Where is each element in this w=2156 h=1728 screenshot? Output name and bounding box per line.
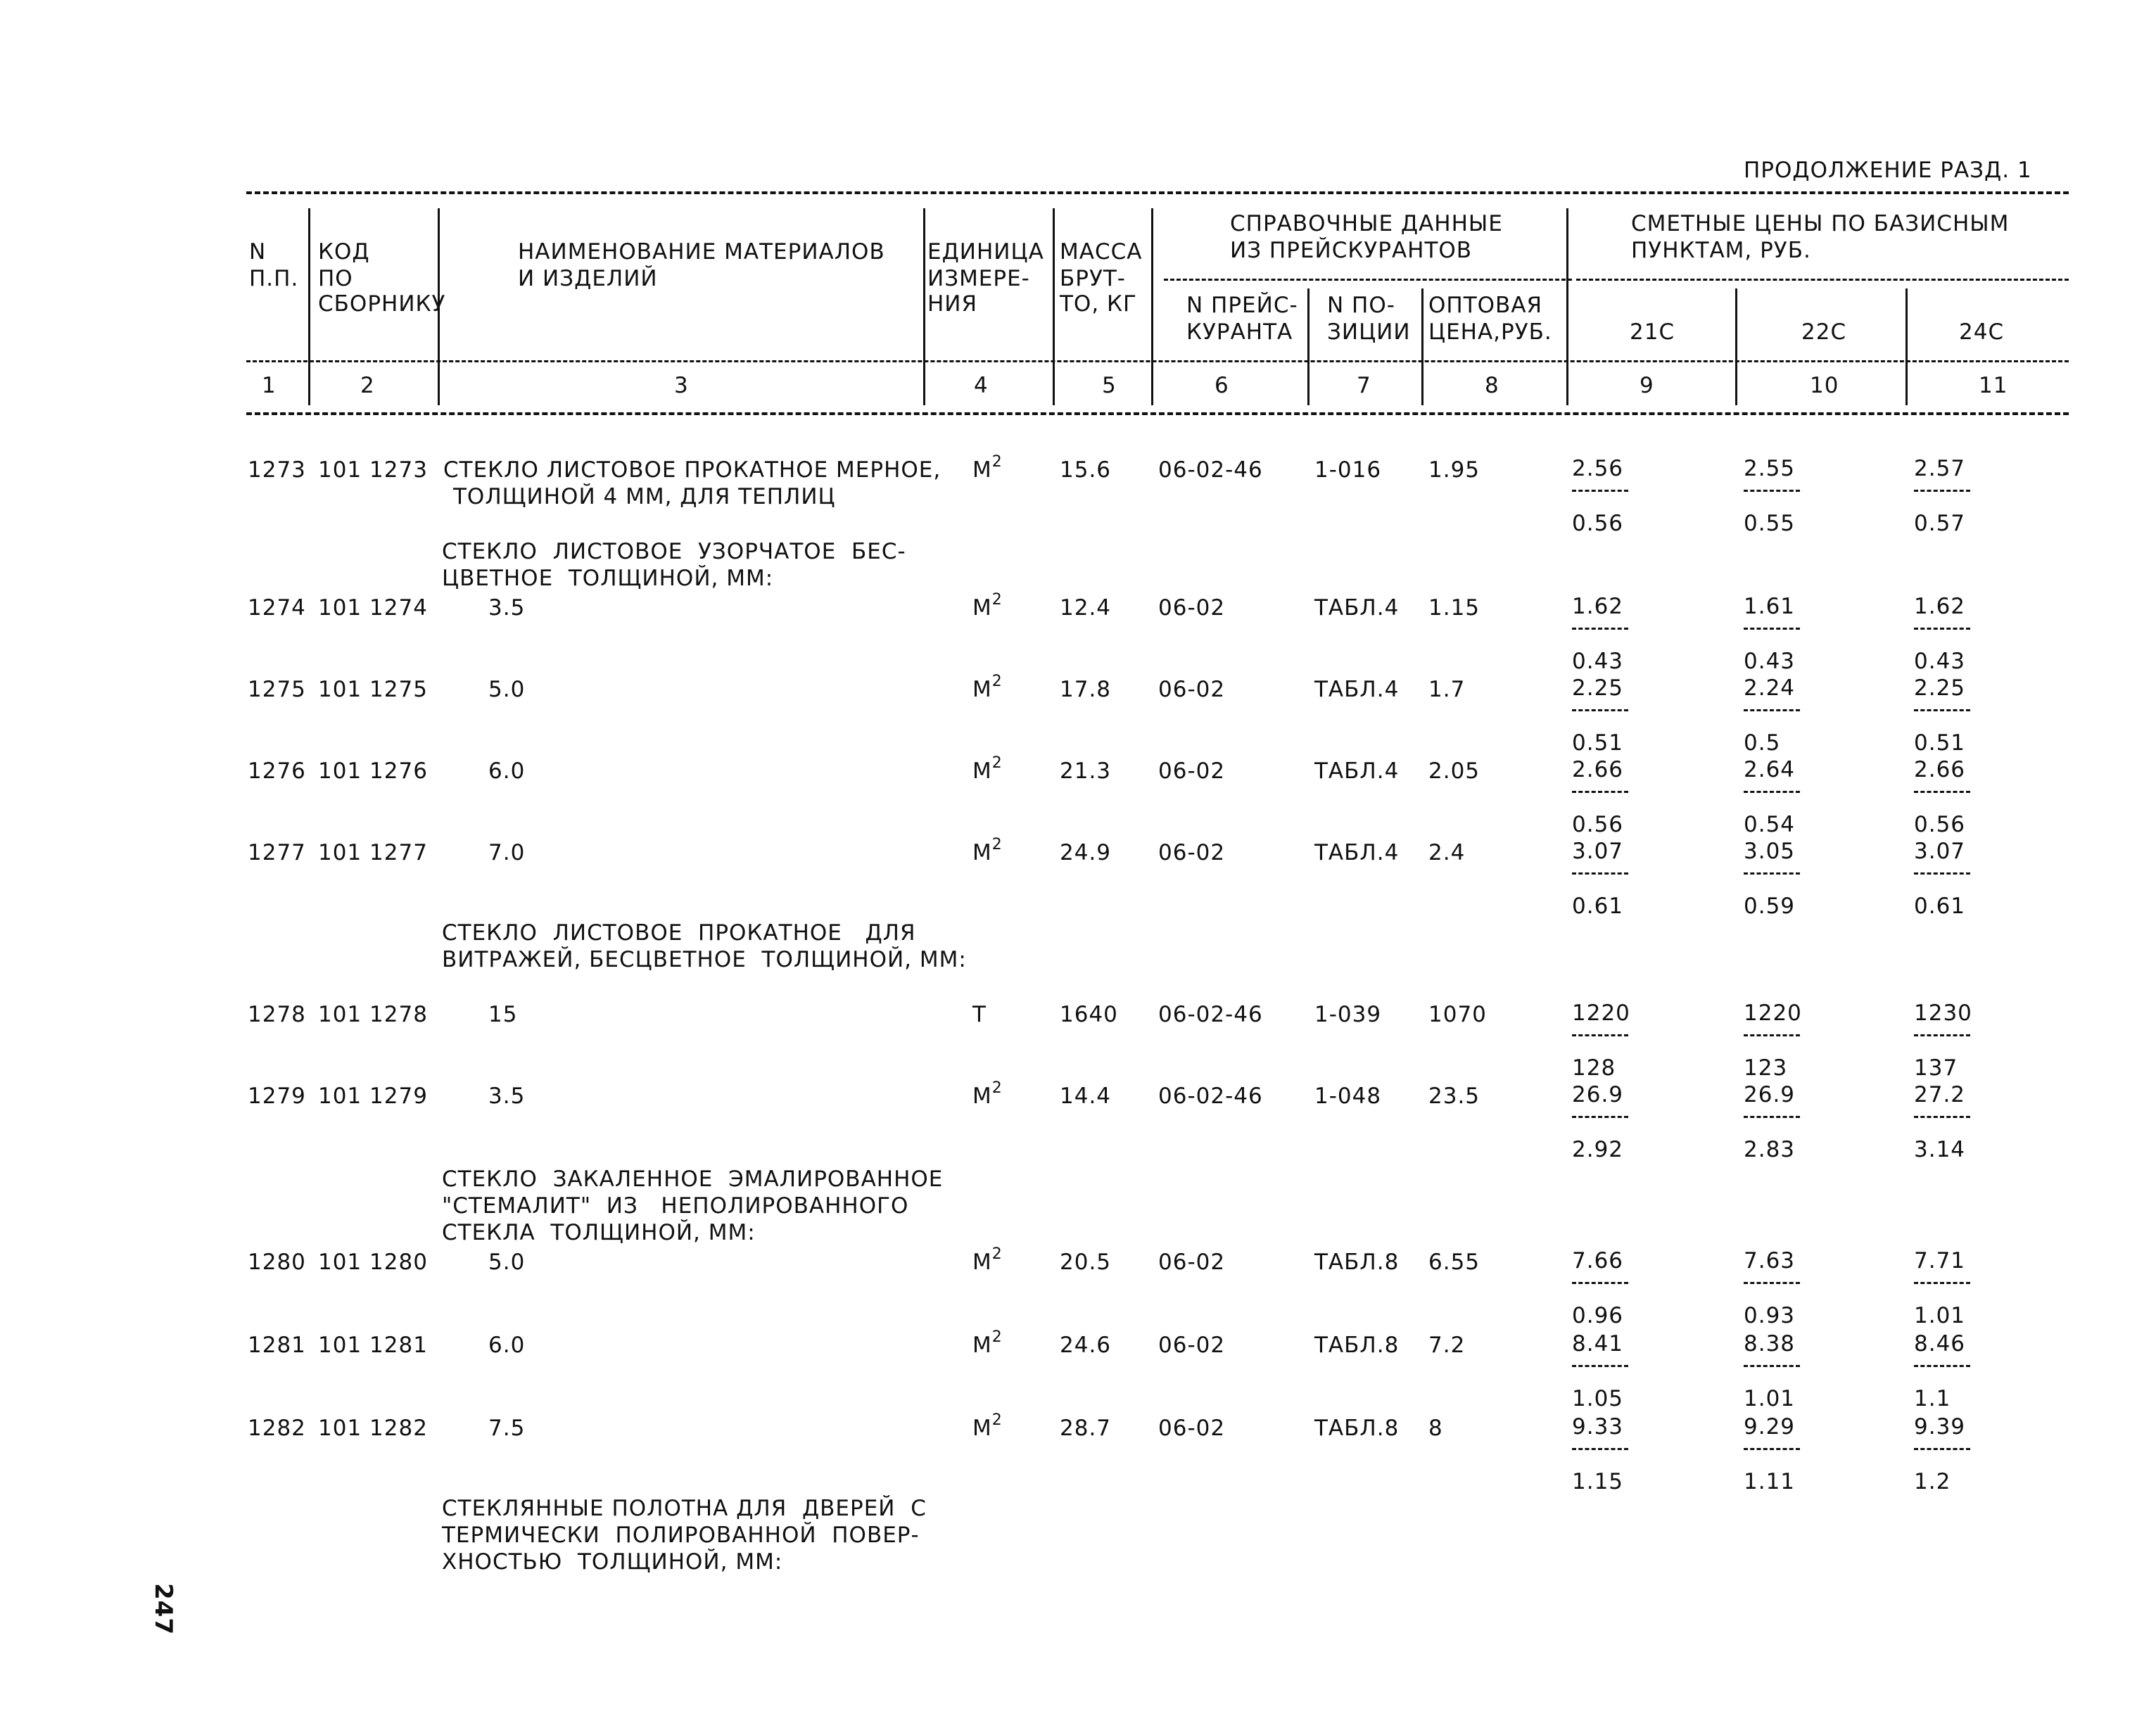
cell-unit	[972, 452, 1003, 483]
cell-p21-lower: 1.05	[1572, 1386, 1624, 1411]
unit-symbol: М	[972, 595, 992, 621]
section-note: ПРОДОЛЖЕНИЕ РАЗД. 1	[1744, 158, 2032, 183]
unit-symbol: М	[972, 758, 992, 784]
cell-wholesale: 2.05	[1428, 758, 1480, 784]
unit-symbol: М	[972, 840, 992, 865]
col-divider	[923, 208, 925, 405]
cell-np: 1282	[248, 1416, 306, 1441]
cell-position: ТАБЛ.8	[1314, 1250, 1400, 1275]
fraction-bar	[1914, 1282, 1970, 1284]
fraction-bar	[1572, 1034, 1628, 1036]
cell-p21-lower: 1.15	[1572, 1469, 1624, 1494]
cell-p22-upper: 2.64	[1744, 757, 1796, 782]
unit-exponent: 2	[991, 452, 1003, 471]
group-header-line: СТЕКЛО ЛИСТОВОЕ ПРОКАТНОЕ ДЛЯ	[442, 920, 916, 946]
fraction-bar	[1744, 1116, 1800, 1118]
cell-position: ТАБЛ.8	[1314, 1416, 1400, 1441]
cell-position: ТАБЛ.8	[1314, 1333, 1400, 1358]
cell-name: 7.0	[488, 840, 526, 865]
header-unit-2: ИЗМЕРЕ-	[927, 266, 1030, 291]
group-header-line: ВИТРАЖЕЙ, БЕСЦВЕТНОЕ ТОЛЩИНОЙ, ММ:	[442, 947, 967, 972]
cell-mass: 20.5	[1060, 1250, 1112, 1275]
unit-symbol: М	[972, 1333, 992, 1358]
cell-p21-lower: 2.92	[1572, 1137, 1624, 1162]
cell-p21-upper: 1.62	[1572, 594, 1624, 619]
cell-p22-lower: 0.54	[1744, 812, 1796, 837]
fraction-bar	[1572, 1448, 1628, 1450]
header-p21: 21С	[1630, 319, 1675, 345]
cell-position: 1-039	[1314, 1002, 1382, 1027]
header-price-list-2: КУРАНТА	[1186, 319, 1293, 345]
fraction-bar	[1744, 709, 1800, 711]
cell-p24-upper: 27.2	[1914, 1082, 1966, 1107]
cell-p21-lower: 0.61	[1572, 894, 1624, 919]
header-position-1: N ПО-	[1327, 293, 1395, 318]
cell-p24-upper: 2.66	[1914, 757, 1966, 782]
cell-p21-upper: 1220	[1572, 1000, 1630, 1026]
col-divider	[1566, 208, 1568, 405]
cell-np: 1281	[248, 1333, 306, 1358]
fraction-bar	[1914, 628, 1970, 630]
cell-name: 5.0	[488, 677, 526, 702]
cell-p21-lower: 0.51	[1572, 730, 1624, 756]
cell-price-list: 06-02	[1158, 677, 1226, 702]
col-number: 9	[1640, 373, 1654, 398]
cell-code: 101 1281	[318, 1333, 428, 1358]
header-bottom-rule	[246, 360, 2069, 362]
header-mass-1: МАССА	[1060, 239, 1143, 265]
unit-exponent: 2	[991, 1411, 1003, 1429]
cell-p22-upper: 8.38	[1744, 1331, 1796, 1357]
unit-exponent: 2	[991, 1328, 1003, 1346]
unit-symbol: М	[972, 1416, 992, 1441]
cell-np: 1273	[248, 457, 306, 483]
cell-p22-lower: 2.83	[1744, 1137, 1796, 1162]
header-mass-3: ТО, КГ	[1060, 291, 1137, 317]
col-number: 10	[1810, 373, 1839, 398]
col-number: 3	[674, 373, 689, 398]
fraction-bar	[1744, 628, 1800, 630]
cell-p21-upper: 26.9	[1572, 1082, 1624, 1107]
cell-p24-upper: 1.62	[1914, 594, 1966, 619]
cell-unit	[972, 1002, 987, 1027]
cell-np: 1280	[248, 1250, 306, 1275]
col-number: 5	[1102, 373, 1117, 398]
cell-p21-lower: 0.56	[1572, 511, 1624, 536]
cell-price-list: 06-02-46	[1158, 1002, 1263, 1027]
cell-p24-lower: 0.56	[1914, 812, 1966, 837]
cell-unit	[972, 835, 1003, 865]
header-kod-1: КОД	[318, 239, 370, 265]
cell-p21-lower: 0.96	[1572, 1303, 1624, 1328]
cell-p21-upper: 9.33	[1572, 1414, 1624, 1440]
fraction-bar	[1744, 1282, 1800, 1284]
header-p24: 24С	[1959, 319, 2005, 345]
fraction-bar	[1744, 1448, 1800, 1450]
cell-price-list: 06-02	[1158, 840, 1226, 865]
header-np-1: N	[249, 239, 267, 265]
cell-wholesale: 8	[1428, 1416, 1443, 1441]
header-kod-2: ПО	[318, 266, 353, 291]
col-divider	[1905, 288, 1908, 405]
cell-position: ТАБЛ.4	[1314, 595, 1400, 621]
cell-p24-upper: 2.57	[1914, 456, 1966, 481]
group-header-line: СТЕКЛЯННЫЕ ПОЛОТНА ДЛЯ ДВЕРЕЙ С	[442, 1496, 927, 1521]
cell-wholesale: 1.95	[1428, 457, 1480, 483]
cell-mass: 24.9	[1060, 840, 1112, 865]
cell-code: 101 1275	[318, 677, 428, 702]
cell-p22-lower: 0.43	[1744, 649, 1796, 674]
cell-p21-upper: 7.66	[1572, 1248, 1624, 1273]
cell-np: 1279	[248, 1084, 306, 1109]
header-kod-3: СБОРНИКУ	[318, 291, 446, 317]
cell-p21-upper: 3.07	[1572, 839, 1624, 864]
cell-p24-lower: 0.61	[1914, 894, 1966, 919]
cell-p24-lower: 1.01	[1914, 1303, 1966, 1328]
cell-name: 5.0	[488, 1250, 526, 1275]
fraction-bar	[1744, 490, 1800, 492]
cell-mass: 17.8	[1060, 677, 1112, 702]
cell-p24-lower: 137	[1914, 1055, 1958, 1081]
cell-p22-upper: 26.9	[1744, 1082, 1796, 1107]
cell-code: 101 1278	[318, 1002, 428, 1027]
col-number: 4	[974, 373, 989, 398]
cell-code: 101 1273	[318, 457, 428, 483]
page-number: 247	[149, 1583, 177, 1635]
header-est-group-2: ПУНКТАМ, РУБ.	[1631, 238, 1811, 263]
cell-code: 101 1276	[318, 758, 428, 784]
cell-p22-lower: 0.93	[1744, 1303, 1796, 1328]
cell-mass: 28.7	[1060, 1416, 1112, 1441]
cell-name: 15	[488, 1002, 518, 1027]
cell-code: 101 1282	[318, 1416, 428, 1441]
cell-mass: 15.6	[1060, 457, 1112, 483]
header-name-2: И ИЗДЕЛИЙ	[518, 266, 658, 291]
cell-code: 101 1279	[318, 1084, 428, 1109]
fraction-bar	[1914, 1365, 1970, 1367]
col-number: 2	[360, 373, 375, 398]
cell-unit	[972, 1079, 1003, 1109]
group-header-line: СТЕКЛА ТОЛЩИНОЙ, ММ:	[442, 1220, 756, 1245]
header-wholesale-1: ОПТОВАЯ	[1428, 293, 1543, 318]
cell-p24-upper: 2.25	[1914, 675, 1966, 701]
cell-code: 101 1274	[318, 595, 428, 621]
cell-price-list: 06-02	[1158, 1416, 1226, 1441]
header-est-group-1: СМЕТНЫЕ ЦЕНЫ ПО БАЗИСНЫМ	[1631, 211, 2010, 236]
cell-name: 3.5	[488, 595, 526, 621]
fraction-bar	[1744, 1034, 1800, 1036]
header-numbers-rule	[246, 412, 2069, 415]
col-divider	[1307, 288, 1310, 405]
cell-p22-lower: 0.59	[1744, 894, 1796, 919]
cell-p24-lower: 0.57	[1914, 511, 1966, 536]
header-mid-rule-ref	[1164, 279, 1572, 281]
cell-name: 3.5	[488, 1084, 526, 1109]
fraction-bar	[1914, 872, 1970, 875]
cell-position: ТАБЛ.4	[1314, 758, 1400, 784]
cell-wholesale: 2.4	[1428, 840, 1466, 865]
cell-p24-lower: 1.2	[1914, 1469, 1951, 1494]
header-unit-1: ЕДИНИЦА	[927, 239, 1044, 265]
header-ref-group-1: СПРАВОЧНЫЕ ДАННЫЕ	[1230, 211, 1503, 236]
cell-price-list: 06-02	[1158, 595, 1226, 621]
fraction-bar	[1572, 1365, 1628, 1367]
cell-mass: 12.4	[1060, 595, 1112, 621]
cell-p22-lower: 123	[1744, 1055, 1788, 1081]
cell-code: 101 1280	[318, 1250, 428, 1275]
unit-symbol: М	[972, 1084, 992, 1109]
cell-p24-lower: 0.43	[1914, 649, 1966, 674]
cell-p22-lower: 1.11	[1744, 1469, 1796, 1494]
cell-position: ТАБЛ.4	[1314, 677, 1400, 702]
cell-unit	[972, 1245, 1003, 1275]
cell-p24-upper: 9.39	[1914, 1414, 1966, 1440]
cell-price-list: 06-02-46	[1158, 457, 1263, 483]
header-price-list-1: N ПРЕЙС-	[1186, 293, 1298, 318]
cell-p21-upper: 2.25	[1572, 675, 1624, 701]
fraction-bar	[1572, 872, 1628, 875]
cell-p24-lower: 1.1	[1914, 1386, 1951, 1411]
unit-symbol: М	[972, 1250, 992, 1275]
cell-name: 6.0	[488, 758, 526, 784]
cell-wholesale: 1.15	[1428, 595, 1480, 621]
header-name-1: НАИМЕНОВАНИЕ МАТЕРИАЛОВ	[518, 239, 885, 265]
cell-p22-lower: 0.55	[1744, 511, 1796, 536]
cell-price-list: 06-02	[1158, 1250, 1226, 1275]
cell-p24-upper: 8.46	[1914, 1331, 1966, 1357]
cell-p21-upper: 8.41	[1572, 1331, 1624, 1357]
col-number: 7	[1357, 373, 1371, 398]
table-top-rule	[246, 191, 2069, 194]
col-number: 8	[1485, 373, 1499, 398]
cell-name: 6.0	[488, 1333, 526, 1358]
cell-np: 1275	[248, 677, 306, 702]
cell-p21-lower: 0.56	[1572, 812, 1624, 837]
unit-symbol: М	[972, 457, 992, 483]
fraction-bar	[1914, 709, 1970, 711]
header-wholesale-2: ЦЕНА,РУБ.	[1428, 319, 1552, 345]
header-mid-rule-est	[1576, 279, 2069, 281]
cell-wholesale: 7.2	[1428, 1333, 1466, 1358]
cell-mass: 21.3	[1060, 758, 1112, 784]
fraction-bar	[1744, 872, 1800, 875]
group-header-line: ЦВЕТНОЕ ТОЛЩИНОЙ, ММ:	[442, 566, 774, 591]
fraction-bar	[1572, 709, 1628, 711]
cell-p21-upper: 2.56	[1572, 456, 1624, 481]
header-ref-group-2: ИЗ ПРЕЙСКУРАНТОВ	[1230, 238, 1473, 263]
group-header-line: "СТЕМАЛИТ" ИЗ НЕПОЛИРОВАННОГО	[442, 1193, 909, 1219]
col-divider	[308, 208, 310, 405]
cell-p22-upper: 2.55	[1744, 456, 1796, 481]
unit-exponent: 2	[991, 754, 1003, 772]
group-header-line: СТЕКЛО ЛИСТОВОЕ УЗОРЧАТОЕ БЕС-	[442, 539, 906, 564]
cell-mass: 24.6	[1060, 1333, 1112, 1358]
cell-position: 1-016	[1314, 457, 1382, 483]
cell-price-list: 06-02	[1158, 1333, 1226, 1358]
fraction-bar	[1914, 490, 1970, 492]
cell-p22-upper: 1.61	[1744, 594, 1796, 619]
cell-p24-lower: 0.51	[1914, 730, 1966, 756]
cell-np: 1277	[248, 840, 306, 865]
cell-np: 1276	[248, 758, 306, 784]
fraction-bar	[1914, 1448, 1970, 1450]
cell-p24-upper: 7.71	[1914, 1248, 1966, 1273]
col-number: 6	[1215, 373, 1229, 398]
col-divider	[1053, 208, 1055, 405]
fraction-bar	[1914, 1116, 1970, 1118]
cell-p22-upper: 2.24	[1744, 675, 1796, 701]
cell-code: 101 1277	[318, 840, 428, 865]
cell-np: 1274	[248, 595, 306, 621]
cell-name-line2: ТОЛЩИНОЙ 4 ММ, ДЛЯ ТЕПЛИЦ	[453, 484, 836, 509]
cell-mass: 14.4	[1060, 1084, 1112, 1109]
fraction-bar	[1744, 1365, 1800, 1367]
unit-symbol: Т	[972, 1002, 987, 1027]
group-header-line: ХНОСТЬЮ ТОЛЩИНОЙ, ММ:	[442, 1549, 783, 1575]
col-divider	[1151, 208, 1153, 405]
cell-wholesale: 6.55	[1428, 1250, 1480, 1275]
unit-exponent: 2	[991, 1245, 1003, 1263]
unit-exponent: 2	[991, 590, 1003, 609]
group-header-line: СТЕКЛО ЗАКАЛЕННОЕ ЭМАЛИРОВАННОЕ	[442, 1167, 944, 1192]
col-number: 11	[1979, 373, 2008, 398]
cell-unit	[972, 754, 1003, 784]
cell-name: СТЕКЛО ЛИСТОВОЕ ПРОКАТНОЕ МЕРНОЕ,	[443, 457, 941, 483]
cell-p22-upper: 7.63	[1744, 1248, 1796, 1273]
fraction-bar	[1572, 1116, 1628, 1118]
fraction-bar	[1914, 791, 1970, 793]
cell-position: ТАБЛ.4	[1314, 840, 1400, 865]
cell-np: 1278	[248, 1002, 306, 1027]
cell-price-list: 06-02-46	[1158, 1084, 1263, 1109]
unit-exponent: 2	[991, 1079, 1003, 1097]
cell-p22-upper: 9.29	[1744, 1414, 1796, 1440]
col-number: 1	[262, 373, 277, 398]
header-mass-2: БРУТ-	[1060, 266, 1126, 291]
cell-wholesale: 1070	[1428, 1002, 1487, 1027]
cell-p24-upper: 1230	[1914, 1000, 1972, 1026]
fraction-bar	[1744, 791, 1800, 793]
cell-p24-upper: 3.07	[1914, 839, 1966, 864]
cell-p22-lower: 1.01	[1744, 1386, 1796, 1411]
cell-unit	[972, 672, 1003, 702]
cell-unit	[972, 1411, 1003, 1441]
cell-mass: 1640	[1060, 1002, 1118, 1027]
cell-name: 7.5	[488, 1416, 526, 1441]
col-divider	[1735, 288, 1737, 405]
col-divider	[1421, 288, 1423, 405]
header-unit-3: НИЯ	[927, 291, 978, 317]
cell-p21-lower: 128	[1572, 1055, 1616, 1081]
fraction-bar	[1572, 1282, 1628, 1284]
unit-exponent: 2	[991, 835, 1003, 853]
fraction-bar	[1572, 490, 1628, 492]
cell-p21-upper: 2.66	[1572, 757, 1624, 782]
cell-p22-lower: 0.5	[1744, 730, 1781, 756]
group-header-line: ТЕРМИЧЕСКИ ПОЛИРОВАННОЙ ПОВЕР-	[442, 1523, 920, 1548]
unit-symbol: М	[972, 677, 992, 702]
cell-p22-upper: 3.05	[1744, 839, 1796, 864]
cell-position: 1-048	[1314, 1084, 1382, 1109]
fraction-bar	[1572, 628, 1628, 630]
header-np-2: П.П.	[249, 266, 299, 291]
cell-p21-lower: 0.43	[1572, 649, 1624, 674]
header-position-2: ЗИЦИИ	[1327, 319, 1411, 345]
fraction-bar	[1914, 1034, 1970, 1036]
cell-unit	[972, 590, 1003, 621]
cell-price-list: 06-02	[1158, 758, 1226, 784]
cell-wholesale: 23.5	[1428, 1084, 1480, 1109]
cell-p22-upper: 1220	[1744, 1000, 1802, 1026]
cell-p24-lower: 3.14	[1914, 1137, 1966, 1162]
unit-exponent: 2	[991, 672, 1003, 690]
header-p22: 22С	[1801, 319, 1847, 345]
cell-unit	[972, 1328, 1003, 1358]
fraction-bar	[1572, 791, 1628, 793]
cell-wholesale: 1.7	[1428, 677, 1466, 702]
